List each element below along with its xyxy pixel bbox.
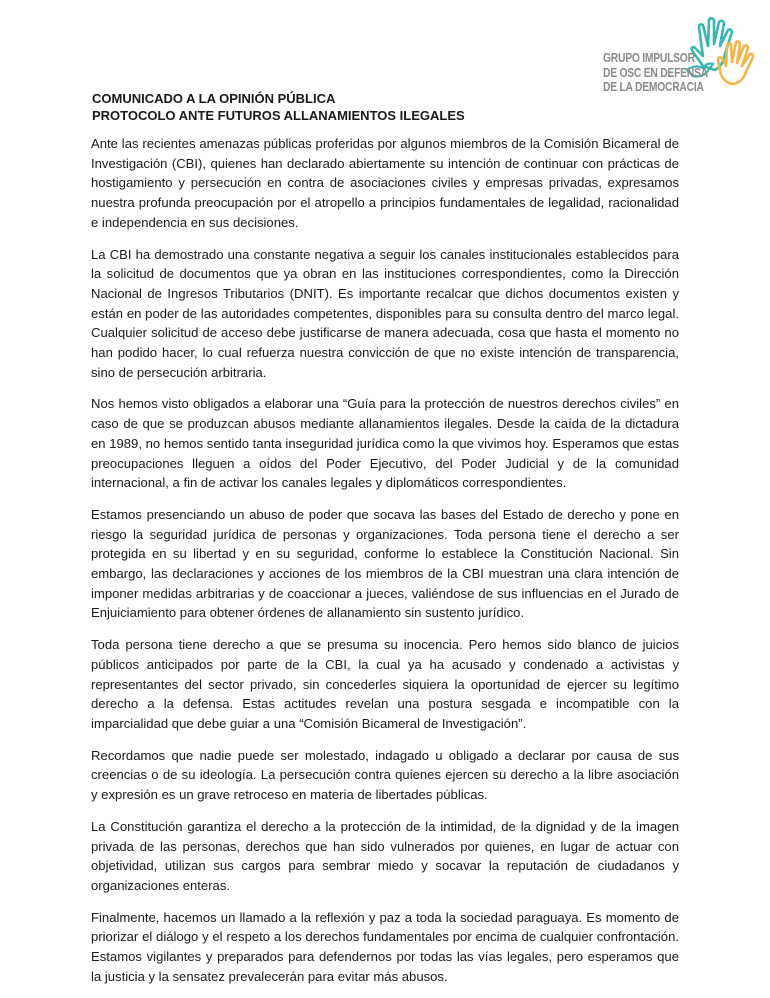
logo-line-3: DE LA DEMOCRACIA — [603, 80, 704, 94]
paragraph: Toda persona tiene derecho a que se presuma su inocencia. Pero hemos sido blanco de juicios públicos anticipados por parte de la CBI, la cual ya ha acusado y condenado a activistas y representantes del sector privado, sin concederles siquiera la oportunidad de ejercer su legítimo derecho a la defensa. Estas actitudes revelan una postura sesgada e incompatible con la imparcialidad que debe guiar a una “Comisión Bicameral de Investigación”. — [91, 637, 679, 731]
paragraph: Nos hemos visto obligados a elaborar una “Guía para la protección de nuestros derechos civiles” en caso de que se produzcan abusos mediante allanamientos ilegales. Desde la caída de la dictadura en 1989, no hemos sentido tanta inseguridad jurídica como la que vivimos hoy. Esperamos que estas preocupaciones lleguen a oídos del Poder Ejecutivo, del Poder Judicial y de la comunidad internacional, a fin de activar los canales legales y diplomáticos correspondientes. — [91, 396, 679, 491]
paragraph: Finalmente, hacemos un llamado a la reflexión y paz a toda la sociedad paraguaya. Es momento de priorizar el diálogo y el respeto a los derechos fundamentales por encima de cualquier confrontación. Estamos vigilantes y preparados para defendernos por todas las vías legales, pero esperamos que la justicia y la sensatez prevalecerán para evitar más abusos. — [91, 909, 679, 984]
paragraph: La Constitución garantiza el derecho a la protección de la intimidad, de la dignidad y de la imagen privada de las personas, derechos que han sido vulnerados por quienes, en lugar de actuar con objetividad, utilizan sus cargos para sembrar miedo y socavar la reputación de ciudadanos y organizaciones enteras. — [91, 818, 679, 893]
orange-hand-icon — [718, 41, 753, 84]
logo-line-2: DE OSC EN DEFENSA — [603, 65, 708, 80]
logo-line-1: GRUPO IMPULSOR — [603, 51, 695, 65]
heading-title: COMUNICADO A LA OPINIÓN PÚBLICA — [92, 91, 336, 106]
paragraph: Recordamos que nadie puede ser molestado, indagado u obligado a declarar por causa de sus creencias o de su ideología. La persecución contra quienes ejercen su derecho a la libre asociación y expresión es un grave retroceso en materia de libertades públicas. — [91, 747, 679, 803]
organization-logo — [600, 14, 768, 106]
heading-subtitle: PROTOCOLO ANTE FUTUROS ALLANAMIENTOS ILEGALES — [92, 108, 465, 123]
paragraph: Estamos presenciando un abuso de poder que socava las bases del Estado de derecho y pone en riesgo la seguridad jurídica de personas y organizaciones. Toda persona tiene el derecho a ser protegida en su libertad y en su seguridad, conforme lo establece la Constitución Nacional. Sin embargo, las declaraciones y acciones de los miembros de la CBI muestran una clara intención de imponer medidas arbitrarias y de coaccionar a jueces, valiéndose de sus influencias en el Jurado de Enjuiciamiento para obtener órdenes de allanamiento sin sustento jurídico. — [91, 506, 679, 621]
logo-text — [603, 51, 708, 95]
document-body — [91, 134, 679, 998]
document-heading — [92, 90, 465, 124]
paragraph: Ante las recientes amenazas públicas proferidas por algunos miembros de la Comisión Bicameral de Investigación (CBI), quienes han declarado abiertamente su intención de continuar con prácticas de hostigamiento y persecución en contra de asociaciones civiles y empresas privadas, expresamos nuestra profunda preocupación por el atropello a principios fundamentales de legalidad, racionalidad e independencia en sus decisiones. — [91, 136, 679, 230]
paragraph: La CBI ha demostrado una constante negativa a seguir los canales institucionales establecidos para la solicitud de documentos que ya obran en las instituciones correspondientes, como la Dirección Nacional de Ingresos Tributarios (DNIT). Es importante recalcar que dichos documentos existen y están en poder de las autoridades competentes, disponibles para su consulta dentro del marco legal. Cualquier solicitud de acceso debe justificarse de manera adecuada, cosa que hasta el momento no han podido hacer, lo cual refuerza nuestra convicción de que no existe intención de transparencia, sino de persecución arbitraria. — [91, 246, 679, 380]
